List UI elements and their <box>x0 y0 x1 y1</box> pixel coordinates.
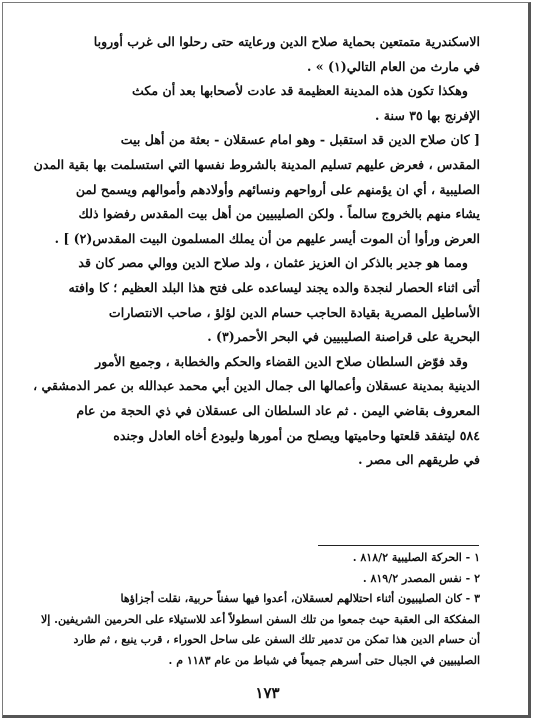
footnote-line: ٢ - نفس المصدر ٨١٩/٢ . <box>362 571 480 585</box>
footnote-separator <box>318 545 479 546</box>
text-line: ٥٨٤ ليتفقد قلعتها وحاميتها ويصلح من أمورها وليودع أخاه العادل وجنده <box>113 427 480 443</box>
main-text <box>33 30 480 473</box>
text-line: الإفرنج بها ٣٥ سنة . <box>375 107 480 123</box>
text-line: البحرية على قراصنة الصليبيين في البحر الأحمر(٣) . <box>207 329 480 345</box>
footnote-line: المفككة الى العقبة حيث جمعوا من تلك السفن اسطولاً أعد للاستيلاء على الحرمين الشريفين. إلا <box>40 612 480 626</box>
text-line: ومما هو جدير بالذكر ان العزيز عثمان ، ولد صلاح الدين ووالي مصر كان قد <box>78 255 468 271</box>
footnote-line: ٣ - كان الصليبيون أثناء احتلالهم لعسقلان، أعدوا فيها سفناً حربية، نقلت أجزاؤها <box>120 592 480 605</box>
text-line: في طريقهم الى مصر . <box>358 452 480 468</box>
text-line: الأساطيل المصرية بقيادة الحاجب حسام الدين لؤلؤ ، صاحب الانتصارات <box>108 304 480 320</box>
footnotes <box>40 548 480 671</box>
text-line: الاسكندرية متمتعين بحماية صلاح الدين ورعايته حتى رحلوا الى غرب أوروبا <box>93 34 480 49</box>
text-line: وهكذا تكون هذه المدينة العظيمة قد عادت لأصحابها بعد أن مكث <box>132 83 468 99</box>
text-line: في مارث من العام التالي(١) » . <box>307 58 480 74</box>
text-line: أتى اثناء الحصار لنجدة والده يجند ليساعده على فتح هذا البلد العظيم ؛ كا وافته <box>68 279 480 295</box>
text-line: العرض ورأوا أن الموت أيسر عليهم من أن يملك المسلمون البيت المقدس(٢) ] . <box>54 230 480 246</box>
footnote-line: أن حسام الدين هذا تمكن من تدمير تلك السفن على ساحل الحوراء ، قرب ينبع ، ثم طارد <box>73 633 480 646</box>
footnote-line: ١ - الحركة الصليبية ٨١٨/٢ . <box>352 551 480 564</box>
text-line: الصليبية ، أي ان يؤمنهم على أرواحهم ونسائهم وأولادهم وأموالهم ويسمح لمن <box>75 181 480 197</box>
text-line: المعروف بقاضي اليمن . ثم عاد السلطان الى عسقلان في ذي الحجة من عام <box>76 402 480 418</box>
text-line: [ كان صلاح الدين قد استقبل - وهو امام عسقلان - بعثة من أهل بيت <box>120 132 480 148</box>
footnote-line: الصليبيين في الجبال حتى أسرهم جميعاً في شباط من عام ١١٨٣ م . <box>168 653 480 667</box>
text-line: الدينية بمدينة عسقلان وأعمالها الى جمال الدين أبي محمد عبدالله بن عمر الدمشقي ، <box>33 378 480 394</box>
page-number: ١٧٣ <box>255 684 280 702</box>
text-line: المقدس ، فعرض عليهم تسليم المدينة بالشروط نفسها التي استسلمت بها بقية المدن <box>33 156 480 172</box>
text-line: وقد فوّض السلطان صلاح الدين القضاء والحكم والخطابة ، وجميع الأمور <box>95 353 468 369</box>
text-line: يشاء منهم بالخروج سالماً . ولكن الصليبيين من أهل بيت المقدس رفضوا ذلك <box>78 206 480 222</box>
